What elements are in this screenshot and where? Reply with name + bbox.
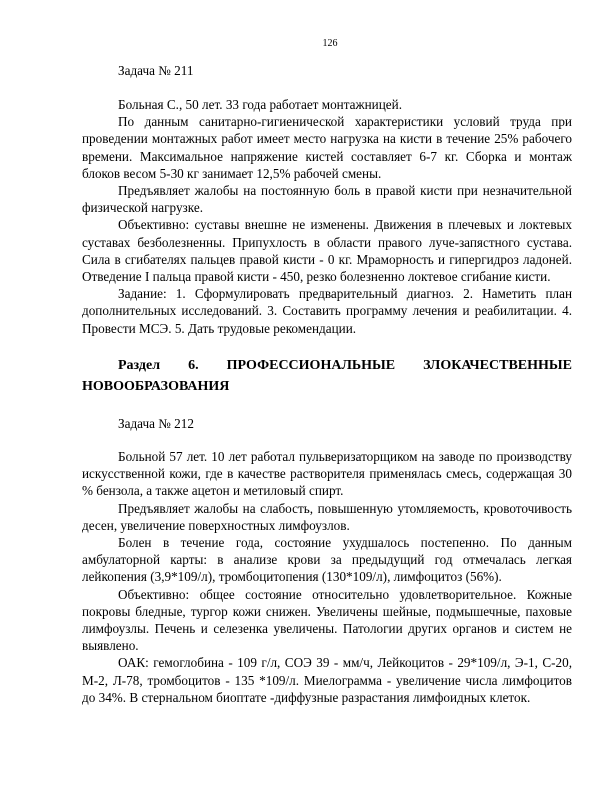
task-211-body (82, 96, 572, 337)
task-212-title: Задача № 212 (118, 416, 194, 431)
task-212-paragraph: Болен в течение года, состояние ухудшалось постепенно. По данным амбулаторной карты: в анализе крови за предыдущий год отмечалась легкая лейкопения (3,9*109/л), тромбоцитопения (130*109/л), лимфоцитоз (56%). (82, 535, 572, 585)
task-211-paragraph: Объективно: суставы внешне не изменены. Движения в плечевых и локтевых суставах безболезненны. Припухлость в области правого луче-запястного сустава. Сила в сгибателях пальцев правой кисти - 0 кг. Мраморность и гипергидроз ладоней. Отведение I пальца правой кисти - 450, резко болезненно локтевое сгибание кисти. (82, 217, 572, 285)
task-212-body (82, 448, 572, 706)
task-211-title: Задача № 211 (118, 63, 194, 78)
task-211-title-block (82, 62, 572, 79)
task-212-title-block (82, 415, 572, 432)
task-211-paragraph: Задание: 1. Сформулировать предварительный диагноз. 2. Наметить план дополнительных исследований. 3. Составить программу лечения и реабилитации. 4. Провести МСЭ. 5. Дать трудовые рекомендации. (82, 286, 572, 336)
section-heading-line2: НОВООБРАЗОВАНИЯ (82, 379, 230, 394)
page-number: 126 (322, 38, 338, 49)
task-211-paragraph: По данным санитарно-гигиенической характеристики условий труда при проведении монтажных работ имеет место нагрузка на кисти в течение 25% рабочего времени. Максимальное напряжение кистей составляет 6-7 кг. Сборка и монтаж блоков весом 5-30 кг занимает 12,5% рабочей смены. (82, 114, 572, 181)
task-211-paragraph: Больная С., 50 лет. 33 года работает монтажницей. (118, 97, 402, 112)
task-212-paragraph: Объективно: общее состояние относительно удовлетворительное. Кожные покровы бледные, тургор кожи снижен. Увеличены шейные, подмышечные, паховые лимфоузлы. Печень и селезенка увеличены. Патологии других органов и систем не выявлено. (82, 586, 572, 654)
task-212-paragraph: Больной 57 лет. 10 лет работал пульверизаторщиком на заводе по производству искусственной кожи, где в качестве растворителя применялась смесь, содержащая 30 % бензола, а также ацетон и метиловый спирт. (82, 449, 572, 499)
section-heading-line1: Раздел 6. ПРОФЕССИОНАЛЬНЫЕ ЗЛОКАЧЕСТВЕННЫЕ (118, 358, 572, 373)
task-212-paragraph: ОАК: гемоглобина - 109 г/л, СОЭ 39 - мм/ч, Лейкоцитов - 29*109/л, Э-1, С-20, М-2, Л-78, тромбоцитов - 135 *109/л. Миелограмма - увеличение числа лимфоцитов до 34%. В стернальном биоптате -диффузные разрастания лимфоидных клеток. (82, 655, 572, 705)
task-211-paragraph: Предъявляет жалобы на постоянную боль в правой кисти при незначительной физической нагрузке. (82, 183, 572, 216)
section-heading (82, 355, 572, 397)
task-212-paragraph: Предъявляет жалобы на слабость, повышенную утомляемость, кровоточивость десен, увеличение поверхностных лимфоузлов. (82, 500, 572, 533)
